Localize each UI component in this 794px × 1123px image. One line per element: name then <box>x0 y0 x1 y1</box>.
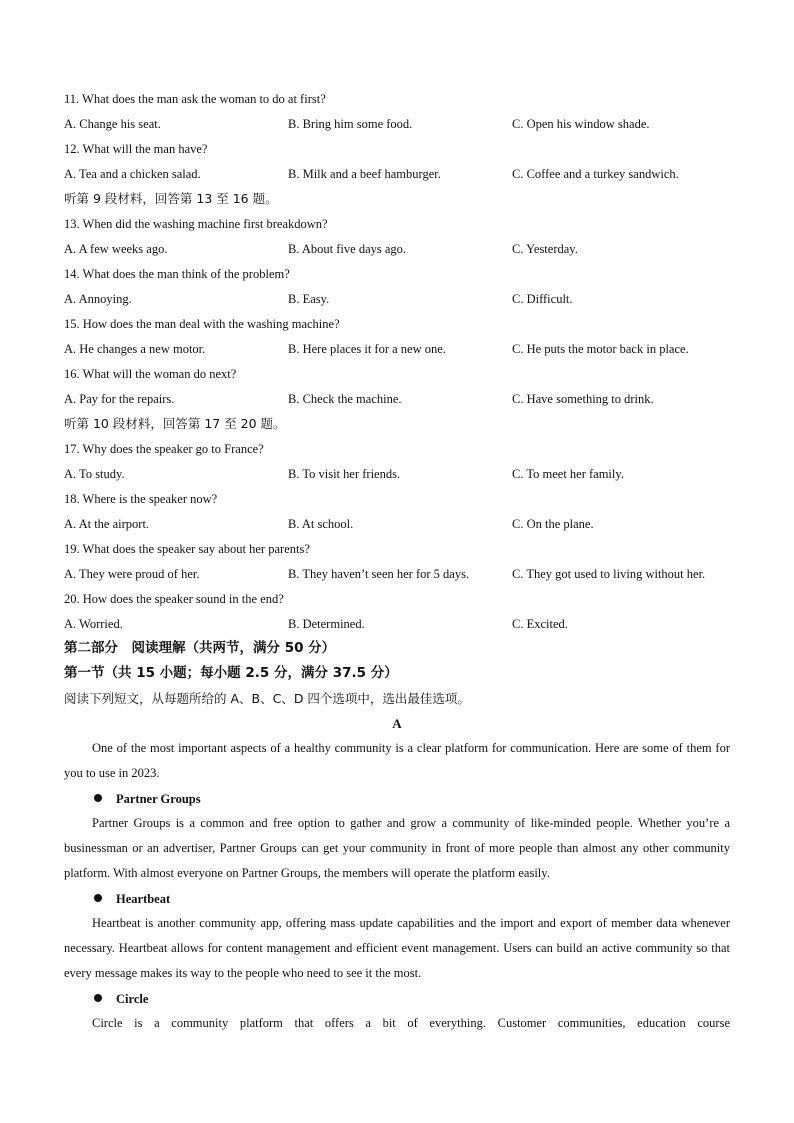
question-20: 20. How does the speaker sound in the end? <box>64 592 284 606</box>
q15-option-b: B. Here places it for a new one. <box>288 342 446 356</box>
question-15: 15. How does the man deal with the washing machine? <box>64 317 340 331</box>
q11-option-b: B. Bring him some food. <box>288 117 413 131</box>
q19-option-a: A. They were proud of her. <box>64 567 200 581</box>
item-body-heartbeat <box>64 911 730 986</box>
q12-option-a: A. Tea and a chicken salad. <box>64 167 201 181</box>
question-18: 18. Where is the speaker now? <box>64 492 218 506</box>
q18-option-b: B. At school. <box>288 517 354 531</box>
bullet-icon <box>94 894 102 902</box>
q17-option-a: A. To study. <box>64 467 125 481</box>
q20-option-c: C. Excited. <box>512 617 568 631</box>
q19-option-b: B. They haven’t seen her for 5 days. <box>288 567 470 581</box>
q12-option-b: B. Milk and a beef hamburger. <box>288 167 441 181</box>
q16-option-c: C. Have something to drink. <box>512 392 654 406</box>
item-body-partner-groups <box>64 811 730 886</box>
question-11: 11. What does the man ask the woman to do at first? <box>64 92 326 106</box>
q14-option-c: C. Difficult. <box>512 292 573 306</box>
question-17: 17. Why does the speaker go to France? <box>64 442 264 456</box>
item-name: Circle <box>116 992 149 1006</box>
q14-option-b: B. Easy. <box>288 292 330 306</box>
q16-option-b: B. Check the machine. <box>288 392 402 406</box>
q15-option-c: C. He puts the motor back in place. <box>512 342 689 356</box>
q17-option-c: C. To meet her family. <box>512 467 624 481</box>
question-12: 12. What will the man have? <box>64 142 208 156</box>
q20-option-a: A. Worried. <box>64 617 123 631</box>
item-text: Circle is a community platform that offers a bit of everything. Customer communities, education course <box>92 1016 730 1030</box>
item-name: Partner Groups <box>116 792 201 806</box>
bullet-icon <box>94 794 102 802</box>
item-heading-circle <box>94 991 148 1007</box>
item-name: Heartbeat <box>116 892 171 906</box>
q18-option-c: C. On the plane. <box>512 517 594 531</box>
item-text: Partner Groups is a common and free option to gather and grow a community of like-minded people. Whether you’re a businessman or an advertiser, Partner Groups can get your community in front of more people than almost any other community platform. With almost everyone on Partner Groups, the members will operate the platform easily. <box>64 816 730 880</box>
item-text: Heartbeat is another community app, offering mass update capabilities and the import and export of member data whenever necessary. Heartbeat allows for content management and efficient event management. Users can build an active community so that every message makes its way to the people who need to see it the most. <box>64 916 730 980</box>
section1-title: 第一节（共 15 小题；每小题 2.5 分，满分 37.5 分） <box>64 665 398 681</box>
reading-direction: 阅读下列短文，从每题所给的 A、B、C、D 四个选项中，选出最佳选项。 <box>64 691 470 706</box>
instruction-material-10: 听第 10 段材料，回答第 17 至 20 题。 <box>64 416 286 431</box>
item-body-circle <box>64 1011 730 1036</box>
question-14: 14. What does the man think of the problem? <box>64 267 290 281</box>
question-19: 19. What does the speaker say about her parents? <box>64 542 310 556</box>
question-16: 16. What will the woman do next? <box>64 367 237 381</box>
q12-option-c: C. Coffee and a turkey sandwich. <box>512 167 679 181</box>
q13-option-c: C. Yesterday. <box>512 242 578 256</box>
q14-option-a: A. Annoying. <box>64 292 132 306</box>
q13-option-b: B. About five days ago. <box>288 242 407 256</box>
q11-option-a: A. Change his seat. <box>64 117 161 131</box>
q20-option-b: B. Determined. <box>288 617 365 631</box>
passage-letter: A <box>392 716 402 731</box>
item-heading-heartbeat <box>94 891 170 907</box>
passage-intro <box>64 736 730 786</box>
item-heading-partner-groups <box>94 791 201 807</box>
q11-option-c: C. Open his window shade. <box>512 117 650 131</box>
q13-option-a: A. A few weeks ago. <box>64 242 168 256</box>
question-13: 13. When did the washing machine first breakdown? <box>64 217 328 231</box>
q18-option-a: A. At the airport. <box>64 517 150 531</box>
intro-text: One of the most important aspects of a healthy community is a clear platform for communication. Here are some of them for you to use in 2023. <box>64 741 730 780</box>
bullet-icon <box>94 994 102 1002</box>
instruction-material-9: 听第 9 段材料，回答第 13 至 16 题。 <box>64 191 278 206</box>
q17-option-b: B. To visit her friends. <box>288 467 401 481</box>
q19-option-c: C. They got used to living without her. <box>512 567 706 581</box>
part2-title: 第二部分 阅读理解（共两节，满分 50 分） <box>64 640 336 656</box>
q16-option-a: A. Pay for the repairs. <box>64 392 175 406</box>
q15-option-a: A. He changes a new motor. <box>64 342 206 356</box>
